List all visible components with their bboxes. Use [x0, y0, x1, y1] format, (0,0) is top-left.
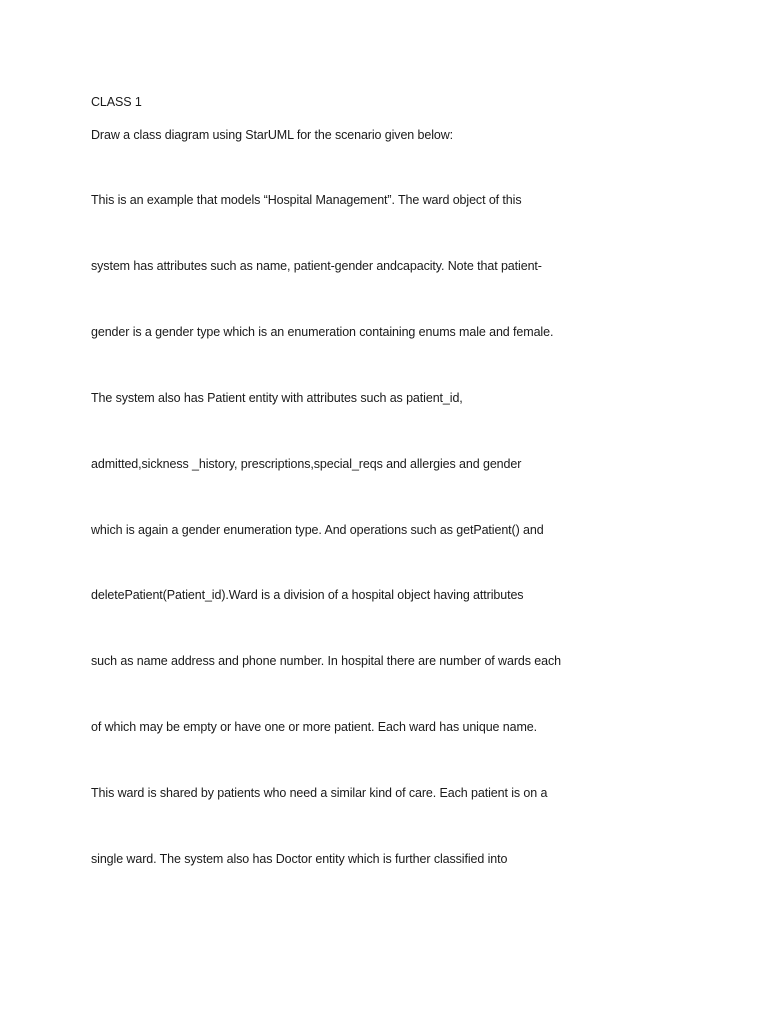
paragraph-line: of which may be empty or have one or more patient. Each ward has unique name.	[91, 720, 538, 734]
paragraph-line: This ward is shared by patients who need a similar kind of care. Each patient is on a	[91, 786, 548, 800]
paragraph-line: The system also has Patient entity with attributes such as patient_id,	[91, 391, 463, 405]
paragraph-line: This is an example that models “Hospital Management”. The ward object of this	[91, 193, 522, 207]
paragraph-line: which is again a gender enumeration type. And operations such as getPatient() and	[91, 523, 544, 537]
paragraph-line: admitted,sickness _history, prescriptions,special_reqs and allergies and gender	[91, 457, 522, 471]
document-heading: CLASS 1	[91, 95, 142, 109]
document-instruction: Draw a class diagram using StarUML for the scenario given below:	[91, 128, 454, 142]
paragraph-line: system has attributes such as name, patient-gender andcapacity. Note that patient-	[91, 259, 542, 273]
paragraph-line: gender is a gender type which is an enumeration containing enums male and female.	[91, 325, 554, 339]
paragraph-line: deletePatient(Patient_id).Ward is a division of a hospital object having attributes	[91, 588, 524, 602]
paragraph-line: single ward. The system also has Doctor entity which is further classified into	[91, 852, 508, 866]
paragraph-line: such as name address and phone number. In hospital there are number of wards each	[91, 654, 561, 668]
